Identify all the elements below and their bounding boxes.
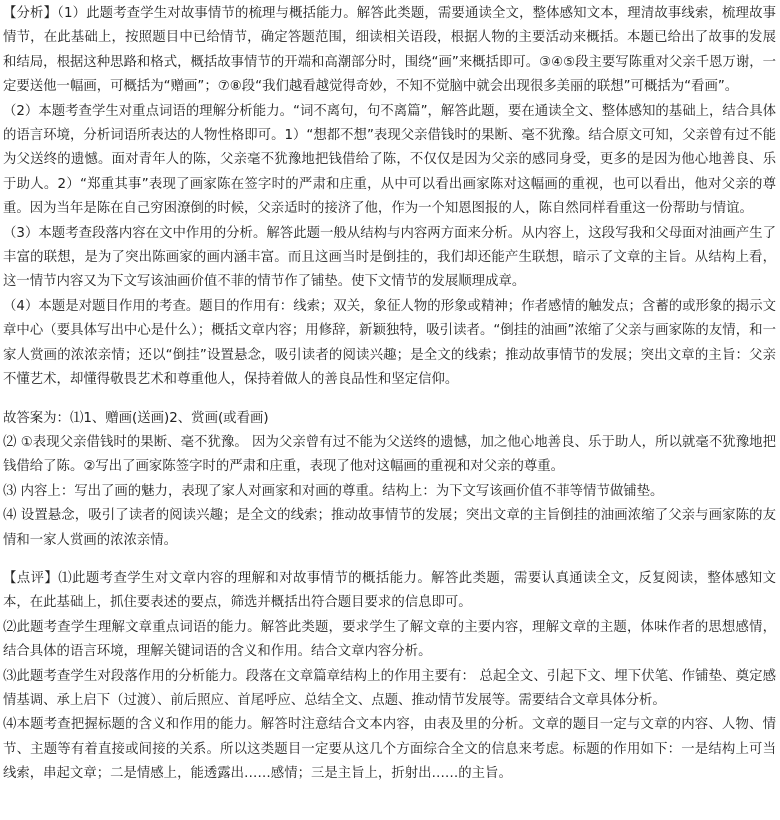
- analysis-section: [3, 2, 776, 393]
- answer-line-4: ⑷ 设置悬念，吸引了读者的阅读兴趣；是全文的线索；推动故事情节的发展；突出文章的主旨倒挂的油画浓缩了父亲与画家陈的友情和一家人赏画的浓浓亲情。: [3, 508, 776, 548]
- answer-line-1: 故答案为：⑴1、赠画(送画)2、赏画(或看画): [3, 410, 269, 426]
- comment-paragraph-3: ⑶此题考查学生对段落作用的分析能力。段落在文章篇章结构上的作用主要有： 总起全文、引起下文、埋下伏笔、作铺垫、奠定感情基调、承上启下（过渡）、前后照应、首尾呼应、总结全文、点题、推动情节发展等。需要结合文章具体分析。: [3, 668, 776, 708]
- analysis-paragraph-4: （4）本题是对题目作用的考查。题目的作用有：线索；双关，象征人物的形象或精神；作者感情的触发点；含蓄的或形象的揭示文章中心（要具体写出中心是什么）；概括文章内容；用修辞，新颖独特，吸引读者。“倒挂的油画”浓缩了父亲与画家陈的友情，和一家人赏画的浓浓亲情；还以“倒挂”设置悬念，吸引读者的阅读兴趣；是全文的线索；推动故事情节的发展；突出文章的主旨：父亲不懂艺术，却懂得敬畏艺术和尊重他人，保持着做人的善良品性和坚定信仰。: [3, 298, 776, 388]
- comment-paragraph-1: 【点评】⑴此题考查学生对文章内容的理解和对故事情节的概括能力。解答此类题，需要认真通读全文，反复阅读，整体感知文本，在此基础上，抓住要表述的要点，筛选并概括出符合题目要求的信息即可。: [3, 570, 776, 611]
- section-spacer: [3, 553, 776, 567]
- analysis-paragraph-2: （2）本题考查学生对重点词语的理解分析能力。“词不离句，句不离篇”，解答此题，要在通读全文、整体感知的基础上，结合具体的语言环境，分析词语所表达的人物性格即可。1）“想都不想”表现父亲借钱时的果断、毫不犹豫。结合原文可知，父亲曾有过不能为父送终的遗憾。面对青年人的陈，父亲毫不犹豫地把钱借给了陈，不仅仅是因为父亲的感同身受，更多的是因为他心地善良、乐于助人。2）“郑重其事”表现了画家陈在签字时的严肃和庄重，从中可以看出画家陈对这幅画的重视，也可以看出，他对父亲的尊重。因为当年是陈在自己穷困潦倒的时候，父亲适时的接济了他，作为一个知恩图报的人，陈自然同样看重这一份帮助与情谊。: [3, 103, 776, 217]
- analysis-paragraph-1: 【分析】（1）此题考查学生对故事情节的梳理与概括能力。解答此类题，需要通读全文，整体感知文本，理清故事线索，梳理故事情节，在此基础上，按照题目中已给情节，确定答题范围，细读相关语段，根据人物的主要活动来概括。本题已给出了故事的发展和结局，根据这种思路和格式，概括故事情节的开端和高潮部分时，围绕“画”来概括即可。③④⑤段主要写陈重对父亲千恩万谢，一定要送他一幅画，可概括为“赠画”；⑦⑧段“我们越看越觉得奇妙，不知不觉脑中就会出现很多美丽的联想”可概括为“看画”。: [3, 6, 776, 95]
- section-spacer: [3, 393, 776, 407]
- answer-line-2: ⑵ ①表现父亲借钱时的果断、毫不犹豫。 因为父亲曾有过不能为父送终的遗憾，加之他心地善良、乐于助人，所以就毫不犹豫地把钱借给了陈。②写出了画家陈签字时的严肃和庄重，表现了他对这幅画的重视和对父亲的尊重。: [3, 434, 776, 475]
- analysis-paragraph-3: （3）本题考查段落内容在文中作用的分析。解答此题一般从结构与内容两方面来分析。从内容上，这段写我和父母面对油画产生了丰富的联想，是为了突出陈画家的画内涵丰富。而且这画当时是倒挂的，我们却还能产生联想，暗示了文章的主旨。从结构上看，这一情节内容又为下文写该油画价值不菲的情节作了铺垫。使下文情节的发展顺理成章。: [3, 225, 776, 290]
- comment-paragraph-4: ⑷本题考查把握标题的含义和作用的能力。解答时注意结合文本内容，由表及里的分析。文章的题目一定与文章的内容、人物、情节、主题等有着直接或间接的关系。所以这类题目一定要从这几个方面综合全文的信息来考虑。标题的作用如下：一是结构上可当线索，串起文章；二是情感上，能透露出……感情；三是主旨上，折射出……的主旨。: [3, 717, 776, 782]
- answer-section: [3, 407, 776, 553]
- answer-line-3: ⑶ 内容上：写出了画的魅力，表现了家人对画家和对画的尊重。结构上：为下文写该画价值不菲等情节做铺垫。: [3, 483, 664, 499]
- comment-section: [3, 567, 776, 787]
- comment-paragraph-2: ⑵此题考查学生理解文章重点词语的能力。解答此类题，要求学生了解文章的主要内容，理解文章的主题，体味作者的思想感情，结合具体的语言环境，理解关键词语的含义和作用。结合文章内容分析。: [3, 619, 776, 660]
